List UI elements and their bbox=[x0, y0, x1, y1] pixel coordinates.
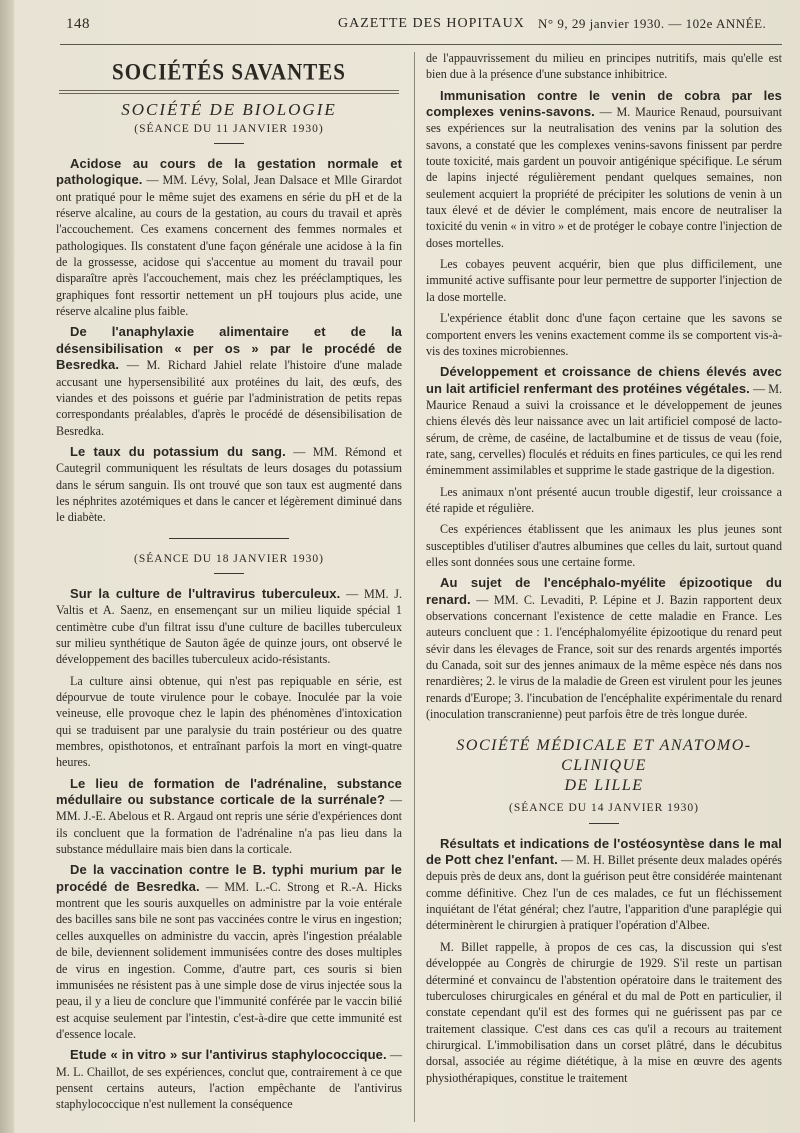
article-heading: Le taux du potassium du sang. bbox=[70, 443, 286, 459]
article-paragraph: La culture ainsi obtenue, qui n'est pas repiquable en série, est dépourvue de toute virulence pour le cobaye. Inoculée par la voie veineuse, elle provoque chez le lapin des phénomènes d'intoxication qui se traduisent par une paralysie du train postérieur ou des quatre membres, opisthotonos, et entraînant parfois la mort en vingt-quatre heures. bbox=[56, 673, 402, 770]
article-text: poursuivant ses expériences sur la neutralisation des venins par la solution des savons, a constaté que les complexes venins-savons finissent par perdre toute toxicité, mais gardent un pouvoir antigénique spécifique. Le sérum de lapins injecté régulièrement pendant quelques semaines, non seulement acquiert la propriété de précipiter les solutions de venin à un taux élevé et de dévier le complément, mais encore de neutraliser la toxicité du venin « in vitro » et de protéger le cobaye contre l'injection de doses mortelles. bbox=[426, 105, 783, 250]
divider bbox=[214, 143, 244, 144]
issue-info: N° 9, 29 janvier 1930. — 102e ANNÉE. bbox=[538, 16, 767, 31]
article bbox=[56, 862, 402, 1042]
seance-date: (SÉANCE DU 14 JANVIER 1930) bbox=[509, 802, 699, 815]
article-heading: De la vaccination contre le B. typhi murium par le procédé de Besredka. bbox=[56, 862, 402, 894]
article bbox=[56, 776, 402, 858]
article-authors: — M. Maurice Renaud bbox=[426, 381, 782, 412]
left-column bbox=[56, 50, 402, 1118]
article-heading: Etude « in vitro » sur l'antivirus staphylococcique. bbox=[70, 1047, 387, 1063]
page-number: 148 bbox=[66, 16, 90, 32]
article-paragraph: Les cobayes peuvent acquérir, bien que plus difficilement, une immunité active suffisante pour leur permettre de supporter l'injection de la dose mortelle. bbox=[426, 257, 782, 304]
article-heading: De l'anaphylaxie alimentaire et de la désensibilisation « per os » par le procédé de Besredka. bbox=[56, 324, 402, 373]
divider bbox=[169, 538, 289, 539]
article-text: ont pratiqué pour le même sujet des examens en série du pH et de la réserve alcaline, au cours de la gestation, au cours du travail et après l'accouchement. Ces examens concernent des femmes normales et pathologiques. Ils constatent d'une façon générale une acidose à la fin de la grossesse, acidose qui s'accentue au moment du travail pour disparaître après l'accouchement, mais chez les prééclamptiques, les graphiques font ressortir nettement un pH toujours plus acide, une réserve alcaline plus faible. bbox=[56, 189, 402, 319]
article-authors: — M. Richard Jahiel bbox=[126, 358, 243, 373]
society-name bbox=[426, 736, 782, 796]
article bbox=[426, 364, 782, 478]
title-rule bbox=[59, 90, 399, 94]
article bbox=[56, 586, 402, 668]
article-text: de ses expériences, conclut que, contrairement à ce que pensent certains auteurs, l'action empêchante de l'antivirus staphylococcique n'est nullement la conséquence bbox=[56, 1064, 402, 1112]
article-paragraph: Les animaux n'ont présenté aucun trouble digestif, leur croissance a été rapide et régulière. bbox=[426, 484, 782, 515]
article-authors: — M. Maurice Renaud, bbox=[599, 105, 721, 120]
article-paragraph: L'expérience établit donc d'une façon certaine que les savons se comportent envers les venins exactement comme ils se comportent vis-à-vis des toxines microbiennes. bbox=[426, 311, 782, 358]
article-text: montrent que les souris auxquelles on administre par la voie entérale des bacilles sans bile ne sont pas vaccinées contre le virus en ingestion; celles auxquelles on administre du vaccin, après l'ingestion préalable de bile, deviennent solidement immunisées contre des doses multiples de virus en ingestion. Comme, d'autre part, ces souris si bien immunisées ne résistent pas à une simple dose de virus injectée sous la peau, il y a lieu de conclure que l'immunité conférée par le vaccin bilié est acquise seulement par l'intestin, c'est-à-dire que cette immunité est d'essence locale. bbox=[56, 896, 402, 1041]
seance-date: (SÉANCE DU 18 JANVIER 1930) bbox=[134, 552, 324, 565]
article-paragraph: M. Billet rappelle, à propos de ces cas, la discussion qui s'est développée au Congrès de chirurgie de 1929. S'il reste un partisan déterminé et convaincu de l'abstention opératoire dans le traitement des tuberculoses chirurgicales en général et du mal de Pott en particulier, il constate cependant qu'il est des formes qui ne guérissent pas par ce traitement classique. C'est dans ces cas qu'il a recours au traitement chirurgical. L'immobilisation dans un corset plâtré, dans le décubitus dorsal, associée au régime diététique, à la mise en œuvre des agents physiothérapiques, constitue le traitement bbox=[426, 939, 782, 1085]
article-text: en ensemençant sur un milieu liquide spécial 1 centimètre cube d'un filtrat issu d'une culture de bacilles tuberculeux sur milieu synthétique de Sauton âgée de quinze jours, ont observé le développement des bacilles tuberculeux acido-résistants. bbox=[56, 603, 402, 667]
article-authors: — MM. J.-E. Abelous et R. Argaud bbox=[56, 793, 402, 824]
page-header bbox=[0, 0, 800, 44]
section-title: SOCIÉTÉS SAVANTES bbox=[112, 58, 346, 86]
article-authors: — M. H. Billet bbox=[560, 853, 635, 868]
seance-date: (SÉANCE DU 11 JANVIER 1930) bbox=[134, 122, 324, 135]
article-text: ont repris une série d'expériences dont ils concluent que la formation de l'adrénaline n'a pas lieu dans la substance médullaire mais bien dans la corticale. bbox=[56, 809, 402, 857]
article-paragraph: Ces expériences établissent que les animaux les plus jeunes sont susceptibles d'utiliser d'autres albumines que celles du lait, surtout quand elles sont données sous une certaine forme. bbox=[426, 522, 782, 569]
article-authors: — MM. Lévy, Solal, Jean Dalsace et Mlle Girardot bbox=[146, 173, 402, 188]
article-text: présente deux malades opérés depuis près de deux ans, dont la guérison peut être considérée maintenant comme définitive. Chez l'un de ces malades, ce fut un fléchissement inquiétant de l'état général; chez l'autre, l'apparition d'une paraplégie qui déterminèrent le chirurgien à pratiquer l'opération d'Albee. bbox=[426, 853, 782, 933]
article-authors: — M. L. Chaillot, bbox=[56, 1048, 402, 1079]
article-authors: — MM. Rémond et Cautegril bbox=[56, 444, 402, 476]
article-authors: — MM. J. Valtis et A. Saenz, bbox=[56, 586, 402, 618]
article-heading: Résultats et indications de l'ostéosyntèse dans le mal de Pott chez l'enfant. bbox=[426, 835, 782, 868]
article-heading: Acidose au cours de la gestation normale et pathologique. bbox=[56, 156, 402, 188]
article bbox=[56, 156, 402, 319]
article-heading: Le lieu de formation de l'adrénaline, substance médullaire ou substance corticale de la surrénale? bbox=[56, 775, 402, 808]
article bbox=[426, 575, 782, 722]
society-name-line: DE LILLE bbox=[564, 777, 644, 795]
article bbox=[56, 324, 402, 438]
article-text: communiquent les résultats de leurs dosages du potassium dans le sérum sanguin. Ils ont trouvé que son taux est augmenté dans les néphrites azotémiques et dans le cancer et légèrement diminué dans le diabète. bbox=[56, 461, 402, 525]
right-column bbox=[426, 50, 782, 1091]
article-text: a suivi la croissance et le développement de jeunes chiens élevés dès leur naissance avec un lait artificiel composé de lacto-sérum, de crème, de caséine, de lactalbumine et de tissus de veau (foie, rate, sang, cervelles) floculés et réduits en fines particules, ce qui les rend éminemment assimilables et supprime le stade gastrique de la digestion. bbox=[426, 397, 782, 478]
article-paragraph: de l'appauvrissement du milieu en principes nutritifs, mais qu'elle est bien due à la présence d'une substance inhibitrice. bbox=[426, 51, 782, 82]
article-heading: Sur la culture de l'ultravirus tuberculeux. bbox=[70, 585, 341, 601]
article-heading: Développement et croissance de chiens élevés avec un lait artificiel renfermant des protéines végétales. bbox=[426, 364, 782, 396]
article bbox=[56, 1047, 402, 1112]
society-name-line: SOCIÉTÉ MÉDICALE ET ANATOMO-CLINIQUE bbox=[456, 737, 752, 775]
article bbox=[426, 836, 782, 934]
article-heading: Immunisation contre le venin de cobra par les complexes venins-savons. bbox=[426, 87, 782, 120]
divider bbox=[214, 573, 244, 574]
article bbox=[56, 444, 402, 526]
journal-title: GAZETTE DES HOPITAUX bbox=[338, 16, 525, 31]
article-authors: — MM. C. Levaditi, P. Lépine et J. Bazin bbox=[476, 592, 698, 607]
article-text: relate l'histoire d'une malade accusant une hypersensibilité aux protéines du lait, des œufs, des viandes et des poissons et guérie par l'administration de petits repas correspondants préalables, d'après le procédé de désensibilisation de Besredka. bbox=[56, 358, 403, 438]
column-divider bbox=[414, 52, 415, 1122]
page-binding-edge bbox=[0, 0, 14, 1133]
article bbox=[426, 88, 782, 251]
society-name: SOCIÉTÉ DE BIOLOGIE bbox=[121, 100, 337, 120]
article-heading: Au sujet de l'encéphalo-myélite épizootique du renard. bbox=[426, 575, 782, 607]
article-authors: — MM. L.-C. Strong et R.-A. Hicks bbox=[205, 879, 402, 894]
header-rule bbox=[60, 44, 782, 45]
article-text: rapportent deux observations concernant l'existence de cette maladie en France. Les auteurs concluent que : 1. l'encéphalomyélite épizootique du renard peut sévir dans les élevages de France, soit sur des renards argentés importés du Canada, soit sur des jennes animaux de la même espèce nés dans nos renardières; 2. le virus de la maladie de Green est virulent pour les jeunes renards d'Europe; 3. l'incubation de l'encéphalite expérimentale du renard (inoculation transcranienne) peut parfois être de très longue durée. bbox=[426, 592, 782, 722]
divider bbox=[589, 823, 619, 824]
